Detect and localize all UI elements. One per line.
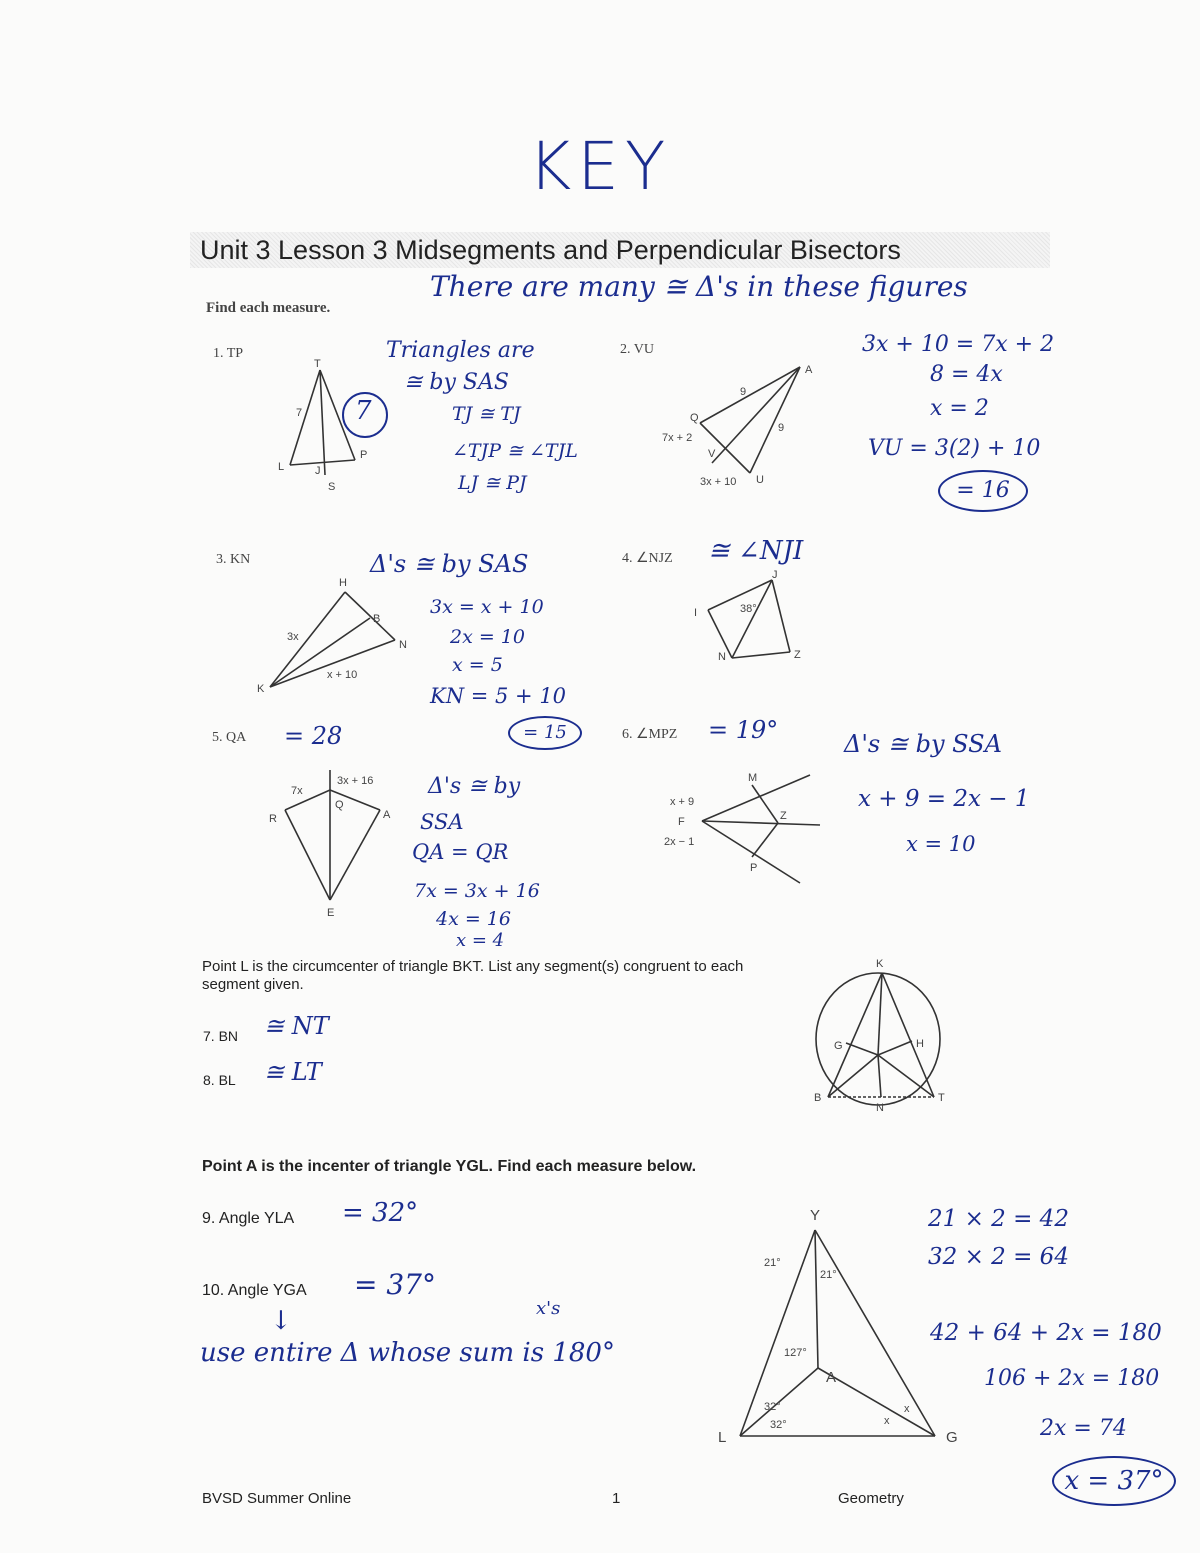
problem-6-v4: P xyxy=(750,862,758,874)
problem-4-v1: J xyxy=(772,570,778,581)
problem-3-v4: K xyxy=(257,683,265,695)
problem-3-work-3: x = 5 xyxy=(452,654,503,676)
problem-5-v2: R xyxy=(269,813,277,825)
problem-2-figure xyxy=(660,355,830,495)
problem-3-label: 3. KN xyxy=(216,552,251,567)
incenter-item-10-answer: = 37° xyxy=(354,1268,436,1301)
problem-1-label: 1. TP xyxy=(213,346,244,361)
problem-4-note: ≅ ∠NJI xyxy=(708,536,804,566)
problem-5-label: 5. QA xyxy=(212,730,247,745)
problem-3-answer: = 15 xyxy=(508,716,582,750)
problem-2-label: 2. VU xyxy=(620,342,654,357)
problem-3-work-4: KN = 5 + 10 xyxy=(430,684,567,708)
circumcenter-v6: T xyxy=(938,1092,945,1104)
problem-3-v1: H xyxy=(339,577,347,589)
problem-5-work-1: SSA xyxy=(420,810,464,834)
problem-5-note: = 28 xyxy=(284,722,343,750)
problem-3-figure xyxy=(255,570,425,700)
problem-4-label: 4. ∠NJZ xyxy=(622,551,673,566)
incenter-item-9-label: 9. Angle YLA xyxy=(202,1210,295,1227)
problem-3-v3: N xyxy=(399,639,407,651)
problem-5-work-3: 7x = 3x + 16 xyxy=(414,880,540,902)
problem-6-figure xyxy=(640,765,840,895)
problem-3-e2: x + 10 xyxy=(327,669,358,681)
incenter-work-1: 32 × 2 = 64 xyxy=(928,1244,1069,1270)
problem-1-v5: S xyxy=(328,481,336,493)
problem-5-figure xyxy=(255,760,405,920)
page-title: Unit 3 Lesson 3 Midsegments and Perpendicular Bisectors xyxy=(190,232,1050,268)
problem-4-angle: 38° xyxy=(740,603,757,615)
incenter-work-0: 21 × 2 = 42 xyxy=(928,1206,1069,1232)
problem-4-v3: N xyxy=(718,651,726,663)
circumcenter-v1: K xyxy=(876,958,884,970)
problem-6-label: 6. ∠MPZ xyxy=(622,727,678,742)
problem-6-work-2: x = 10 xyxy=(906,832,976,856)
problem-6-v1: M xyxy=(748,772,758,784)
incenter-item-10-label: 10. Angle YGA xyxy=(202,1282,307,1299)
incenter-v4: G xyxy=(946,1429,958,1446)
incenter-v1: Y xyxy=(810,1207,821,1224)
incenter-a5: 32° xyxy=(770,1419,787,1431)
problem-5-e1: 7x xyxy=(291,785,303,797)
circumcenter-v2: G xyxy=(834,1040,843,1052)
circumcenter-item-7-answer: ≅ NT xyxy=(264,1012,329,1040)
problem-4-v4: Z xyxy=(794,649,801,661)
problem-2-v1: A xyxy=(805,364,813,376)
footer-left: BVSD Summer Online xyxy=(202,1490,352,1507)
problem-1-v4: P xyxy=(360,449,368,461)
problem-3-work-1: 3x = x + 10 xyxy=(430,596,544,618)
incenter-a4: 32° xyxy=(764,1401,781,1413)
problem-5-work-4: 4x = 16 xyxy=(436,908,511,930)
problem-3-work-0: Δ's ≅ by SAS xyxy=(370,550,529,578)
incenter-v2: A xyxy=(826,1369,837,1386)
problem-6-e2: 2x − 1 xyxy=(664,836,695,848)
problem-5-work-2: QA = QR xyxy=(412,840,509,864)
footer-right: Geometry xyxy=(838,1490,904,1507)
instruction: Find each measure. xyxy=(206,300,331,316)
circumcenter-item-7-label: 7. BN xyxy=(203,1028,239,1044)
problem-1-work-1: ≅ by SAS xyxy=(404,370,509,395)
problem-1-v1: T xyxy=(314,358,321,370)
problem-2-v4: V xyxy=(708,448,716,460)
problem-2-work-0: 3x + 10 = 7x + 2 xyxy=(862,332,1055,357)
circumcenter-v4: B xyxy=(814,1092,822,1104)
problem-4-v2: I xyxy=(694,607,698,619)
incenter-note-small: x's xyxy=(536,1298,561,1319)
problem-3-e1: 3x xyxy=(287,631,299,643)
problem-2-answer: = 16 xyxy=(938,470,1028,512)
problem-2-v2: Q xyxy=(690,412,699,424)
problem-3-v2: B xyxy=(373,613,381,625)
instruction-note: There are many ≅ Δ's in these figures xyxy=(430,270,968,303)
footer-page-number: 1 xyxy=(612,1490,621,1507)
circumcenter-v5: N xyxy=(876,1102,884,1114)
problem-5-v4: E xyxy=(327,907,335,919)
circumcenter-v3: H xyxy=(916,1038,924,1050)
incenter-work-4: 2x = 74 xyxy=(1040,1416,1127,1441)
incenter-prompt: Point A is the incenter of triangle YGL. Find each measure below. xyxy=(202,1158,697,1175)
problem-2-v3: U xyxy=(756,474,764,486)
problem-6-work-0: Δ's ≅ by SSA xyxy=(844,730,1002,758)
key-annotation: KEY xyxy=(528,128,672,205)
problem-2-work-3: VU = 3(2) + 10 xyxy=(868,436,1041,461)
problem-4-figure xyxy=(690,570,820,680)
problem-5-e2: 3x + 16 xyxy=(337,775,374,787)
problem-6-v3: Z xyxy=(780,810,787,822)
problem-6-v2: F xyxy=(678,816,685,828)
down-arrow-icon: ↓ xyxy=(270,1306,292,1336)
problem-5-work-0: Δ's ≅ by xyxy=(428,774,521,799)
problem-1-v2: L xyxy=(278,461,285,473)
problem-3-work-2: 2x = 10 xyxy=(450,626,525,648)
problem-5-work-5: x = 4 xyxy=(456,930,505,951)
circumcenter-figure xyxy=(806,955,956,1115)
problem-6-e1: x + 9 xyxy=(670,796,695,808)
problem-2-e4: 3x + 10 xyxy=(700,476,737,488)
incenter-answer: x = 37° xyxy=(1052,1456,1176,1506)
circumcenter-item-8-answer: ≅ LT xyxy=(264,1058,322,1086)
incenter-a6: x xyxy=(884,1415,890,1427)
circumcenter-item-8-label: 8. BL xyxy=(203,1072,236,1088)
problem-1-work-3: ∠TJP ≅ ∠TJL xyxy=(452,440,578,462)
circumcenter-prompt: Point L is the circumcenter of triangle BKT. List any segment(s) congruent to each segment given. xyxy=(202,958,744,993)
problem-1-side: 7 xyxy=(296,407,303,419)
problem-1-answer: 7 xyxy=(355,396,372,426)
problem-5-v1: Q xyxy=(335,799,344,811)
problem-2-e1: 9 xyxy=(740,386,747,398)
problem-1-v3: J xyxy=(315,465,321,477)
incenter-v3: L xyxy=(718,1429,727,1446)
problem-2-work-1: 8 = 4x xyxy=(930,362,1003,387)
incenter-work-3: 106 + 2x = 180 xyxy=(984,1366,1160,1391)
problem-1-figure xyxy=(270,350,400,500)
incenter-a3: 127° xyxy=(784,1347,807,1359)
incenter-a2: 21° xyxy=(820,1269,837,1281)
problem-2-e3: 7x + 2 xyxy=(662,432,693,444)
problem-2-e2: 9 xyxy=(778,422,785,434)
incenter-note: use entire Δ whose sum is 180° xyxy=(200,1338,615,1368)
problem-5-v3: A xyxy=(383,809,391,821)
problem-1-work-4: LJ ≅ PJ xyxy=(458,472,527,494)
problem-1-work-0: Triangles are xyxy=(386,338,535,363)
problem-6-note: = 19° xyxy=(708,716,779,744)
incenter-a7: x xyxy=(904,1403,910,1415)
incenter-a1: 21° xyxy=(764,1257,781,1269)
problem-6-work-1: x + 9 = 2x − 1 xyxy=(858,786,1030,812)
incenter-item-9-answer: = 32° xyxy=(342,1198,419,1228)
incenter-work-2: 42 + 64 + 2x = 180 xyxy=(930,1320,1162,1346)
problem-1-work-2: TJ ≅ TJ xyxy=(452,403,521,425)
problem-2-work-2: x = 2 xyxy=(930,396,989,421)
